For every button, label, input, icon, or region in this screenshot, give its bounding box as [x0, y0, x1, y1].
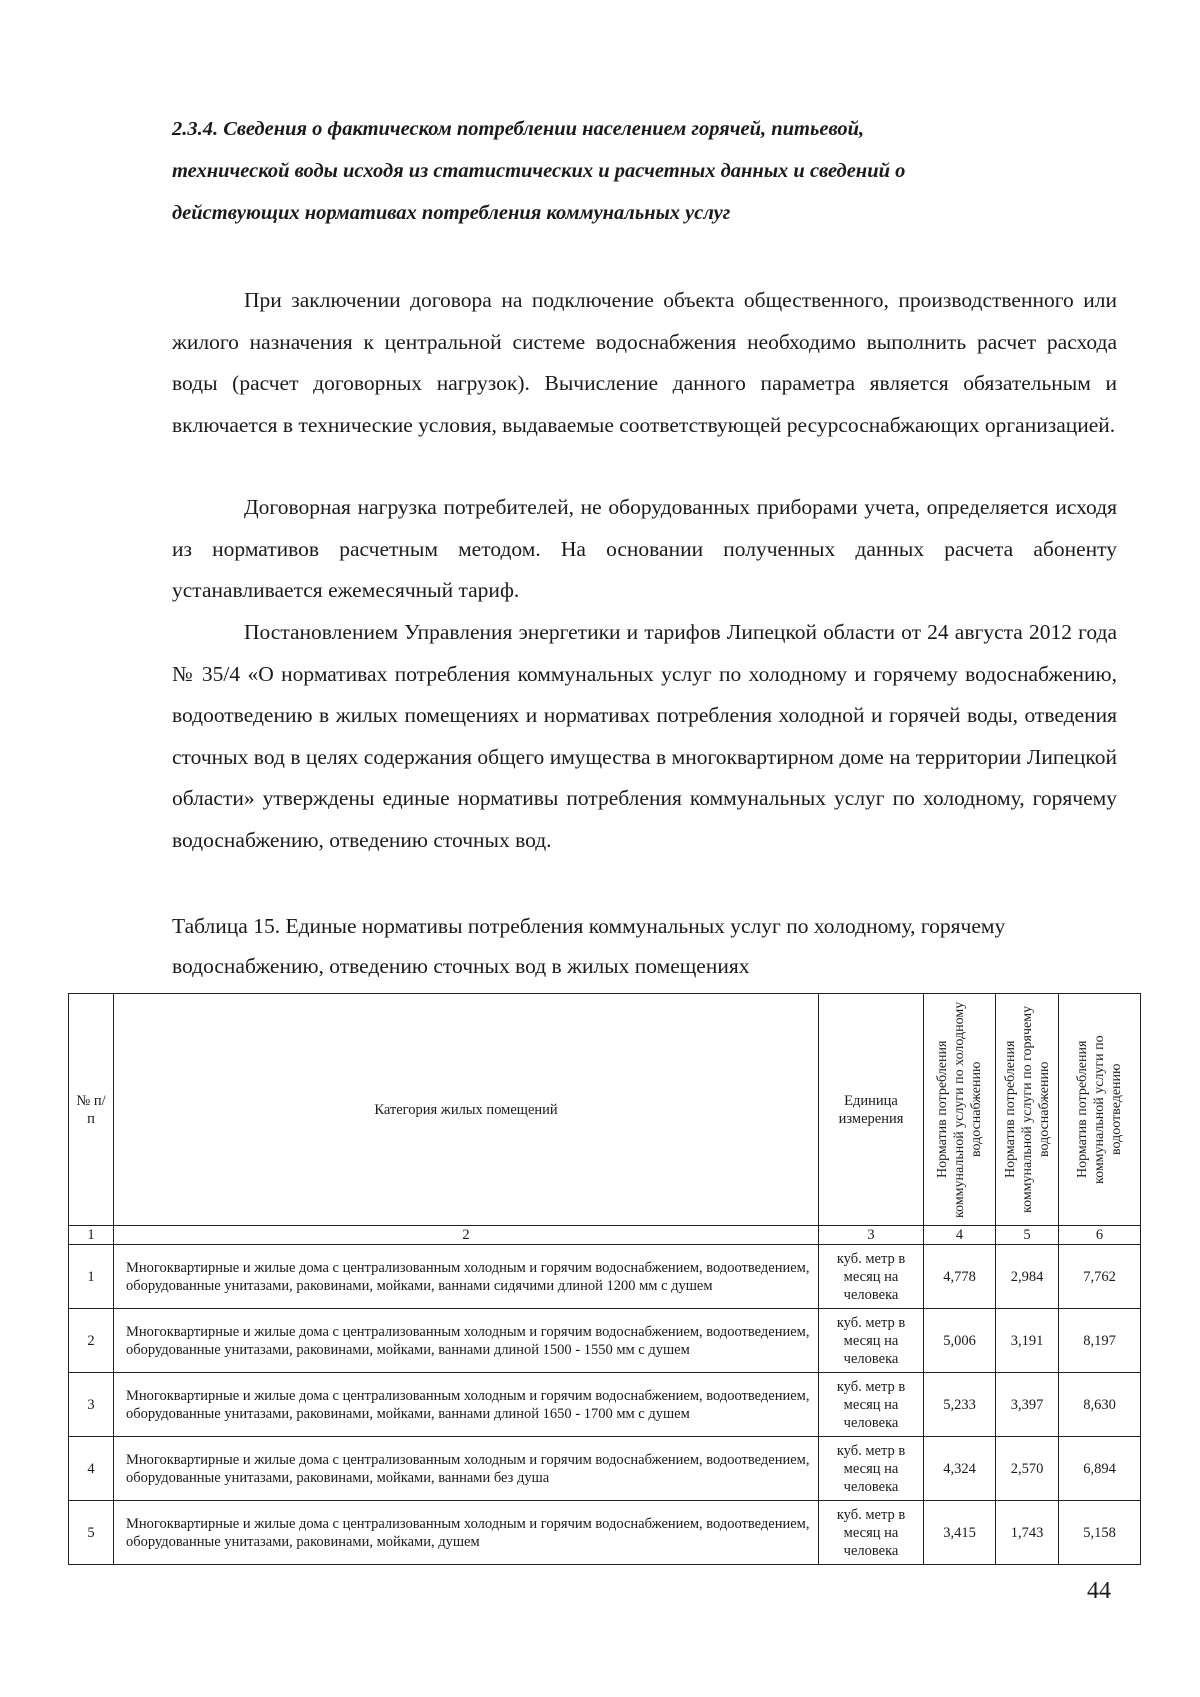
row-unit: куб. метр в месяц на человека	[819, 1501, 924, 1565]
header-unit: Единица измерения	[819, 994, 924, 1226]
table-row	[69, 1309, 1141, 1373]
row-unit: куб. метр в месяц на человека	[819, 1309, 924, 1373]
column-index: 6	[1059, 1226, 1141, 1245]
row-cold-water-norm: 5,233	[924, 1373, 996, 1437]
table-row	[69, 1437, 1141, 1501]
row-category: Многоквартирные и жилые дома с централизованным холодным и горячим водоснабжением, водоотведением, оборудованные унитазами, раковинами, мойками, ваннами без душа	[114, 1437, 819, 1501]
row-hot-water-norm: 2,570	[996, 1437, 1059, 1501]
row-cold-water-norm: 4,324	[924, 1437, 996, 1501]
row-cold-water-norm: 3,415	[924, 1501, 996, 1565]
header-hot-water-cell	[996, 994, 1059, 1226]
row-hot-water-norm: 3,397	[996, 1373, 1059, 1437]
row-drainage-norm: 5,158	[1059, 1501, 1141, 1565]
table-row	[69, 1373, 1141, 1437]
norms-table	[68, 993, 1141, 1565]
row-cold-water-norm: 4,778	[924, 1245, 996, 1309]
section-heading-line-3: действующих нормативах потребления коммунальных услуг	[172, 202, 731, 224]
table-caption: Таблица 15. Единые нормативы потребления коммунальных услуг по холодному, горячему водоснабжению, отведению сточных вод в жилых помещениях	[172, 914, 1006, 978]
column-index: 1	[69, 1226, 114, 1245]
column-index: 5	[996, 1226, 1059, 1245]
row-unit: куб. метр в месяц на человека	[819, 1437, 924, 1501]
row-hot-water-norm: 3,191	[996, 1309, 1059, 1373]
row-cold-water-norm: 5,006	[924, 1309, 996, 1373]
row-number: 1	[69, 1245, 114, 1309]
header-hot-water: Норматив потребления коммунальной услуги по горячему водоснабжению	[1002, 1005, 1052, 1214]
column-index: 4	[924, 1226, 996, 1245]
header-category: Категория жилых помещений	[114, 994, 819, 1226]
section-heading-line-2: технической воды исходя из статистических и расчетных данных и сведений о	[172, 160, 906, 182]
row-category: Многоквартирные и жилые дома с централизованным холодным и горячим водоснабжением, водоотведением, оборудованные унитазами, раковинами, мойками, ваннами сидячими длиной 1200 мм с душем	[114, 1245, 819, 1309]
table-row	[69, 1501, 1141, 1565]
paragraph-contract-load: Договорная нагрузка потребителей, не оборудованных приборами учета, определяется исходя из нормативов расчетным методом. На основании полученных данных расчета абоненту устанавливается ежемесячный тариф.	[172, 495, 1117, 602]
row-number: 4	[69, 1437, 114, 1501]
row-category: Многоквартирные и жилые дома с централизованным холодным и горячим водоснабжением, водоотведением, оборудованные унитазами, раковинами, мойками, ваннами длиной 1500 - 1550 мм с душем	[114, 1309, 819, 1373]
row-unit: куб. метр в месяц на человека	[819, 1245, 924, 1309]
column-index-row	[69, 1226, 1141, 1245]
paragraph-contract-connection: При заключении договора на подключение объекта общественного, производственного или жилого назначения к центральной системе водоснабжения необходимо выполнить расчет расхода воды (расчет договорных нагрузок). Вычисление данного параметра является обязательным и включается в технические условия, выдаваемые соответствующей ресурсоснабжающих организацией.	[172, 288, 1117, 437]
row-drainage-norm: 7,762	[1059, 1245, 1141, 1309]
column-index: 3	[819, 1226, 924, 1245]
row-drainage-norm: 8,630	[1059, 1373, 1141, 1437]
row-number: 5	[69, 1501, 114, 1565]
paragraph-resolution: Постановлением Управления энергетики и тарифов Липецкой области от 24 августа 2012 года № 35/4 «О нормативах потребления коммунальных услуг по холодному и горячему водоснабжению, водоотведению в жилых помещениях и нормативах потребления холодной и горячей воды, отведения сточных вод в целях содержания общего имущества в многоквартирном доме на территории Липецкой области» утверждены единые нормативы потребления коммунальных услуг по холодному, горячему водоснабжению, отведению сточных вод.	[172, 620, 1117, 852]
row-hot-water-norm: 1,743	[996, 1501, 1059, 1565]
row-drainage-norm: 6,894	[1059, 1437, 1141, 1501]
table-header-row	[69, 994, 1141, 1226]
row-hot-water-norm: 2,984	[996, 1245, 1059, 1309]
row-drainage-norm: 8,197	[1059, 1309, 1141, 1373]
section-heading	[172, 108, 1117, 234]
row-category: Многоквартирные и жилые дома с централизованным холодным и горячим водоснабжением, водоотведением, оборудованные унитазами, раковинами, мойками, душем	[114, 1501, 819, 1565]
header-number: № п/п	[69, 994, 114, 1226]
header-cold-water-cell	[924, 994, 996, 1226]
row-category: Многоквартирные и жилые дома с централизованным холодным и горячим водоснабжением, водоотведением, оборудованные унитазами, раковинами, мойками, ваннами длиной 1650 - 1700 мм с душем	[114, 1373, 819, 1437]
page-number: 44	[1087, 1578, 1111, 1604]
column-index: 2	[114, 1226, 819, 1245]
header-drainage: Норматив потребления коммунальной услуги по водоотведению	[1075, 1035, 1124, 1184]
row-number: 3	[69, 1373, 114, 1437]
row-number: 2	[69, 1309, 114, 1373]
table-row	[69, 1245, 1141, 1309]
section-heading-line-1: 2.3.4. Сведения о фактическом потреблении населением горячей, питьевой,	[172, 118, 865, 140]
header-cold-water: Норматив потребления коммунальной услуги по холодному водоснабжению	[935, 1001, 984, 1218]
row-unit: куб. метр в месяц на человека	[819, 1373, 924, 1437]
header-drainage-cell	[1059, 994, 1141, 1226]
